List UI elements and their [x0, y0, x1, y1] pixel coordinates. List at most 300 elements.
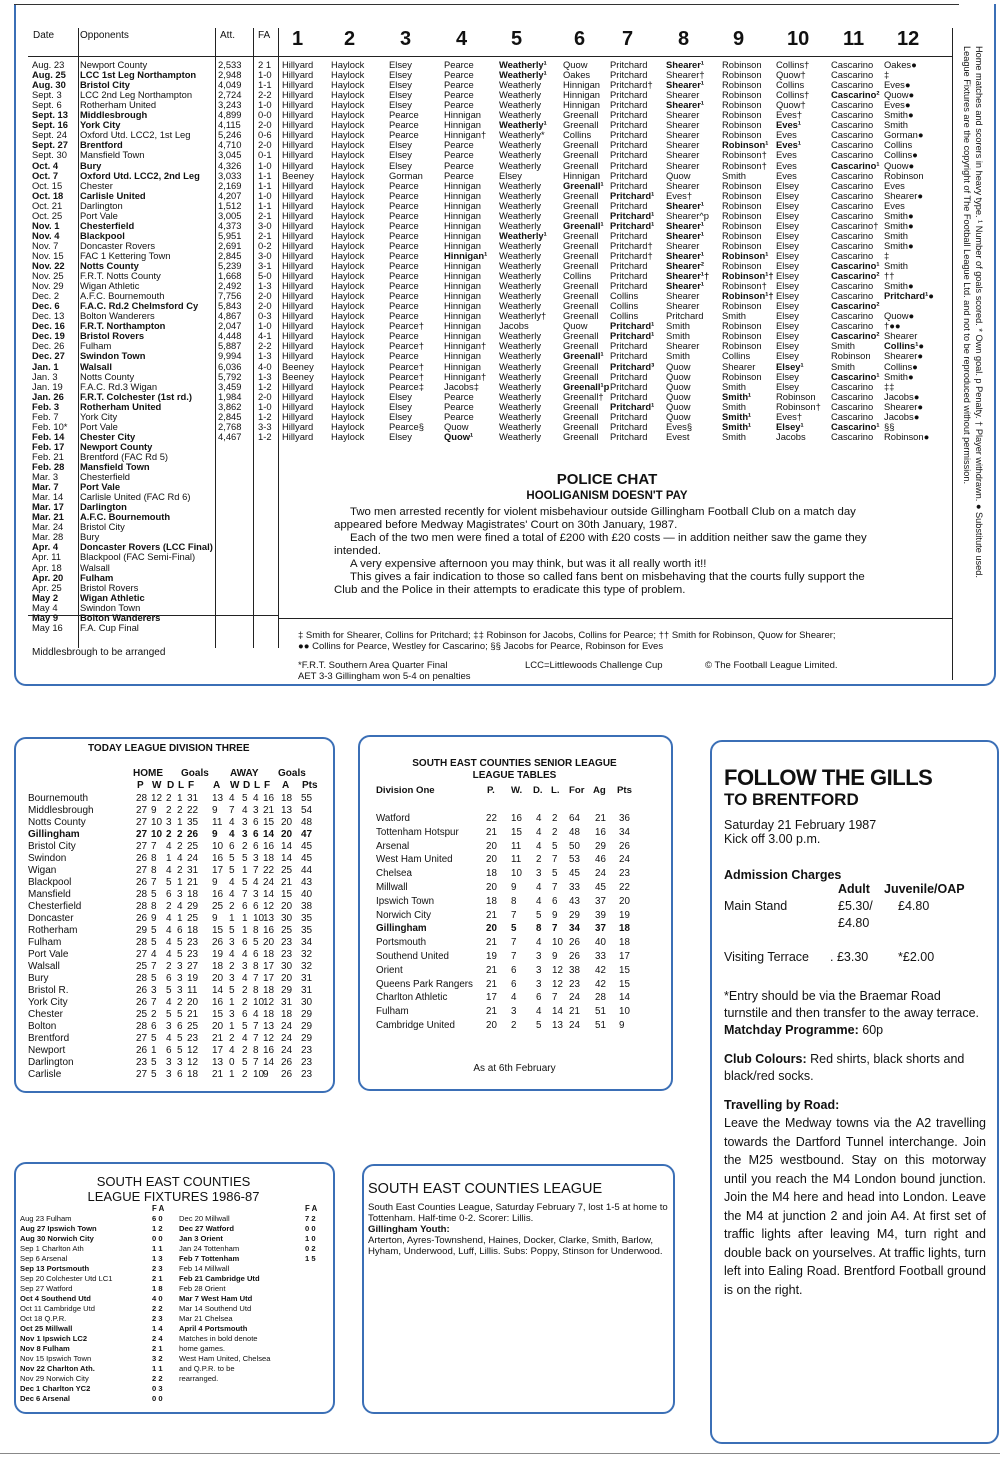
- fixture-right-score: 0 2: [305, 1244, 316, 1253]
- team-name: Bristol City: [28, 841, 76, 852]
- player-name: Robinson: [722, 69, 762, 81]
- fixture-left-score: 3 2: [152, 1354, 163, 1363]
- team-name: Rotherham: [28, 925, 78, 936]
- team-stat: 34: [619, 826, 630, 838]
- team-stat: 12: [187, 1057, 199, 1068]
- player-name: Robinson: [722, 79, 762, 91]
- player-name: Haylock: [331, 119, 365, 131]
- fixture-opponent: Chesterfield: [80, 219, 135, 231]
- fixture-date: Dec. 27: [32, 350, 65, 362]
- team-stat: 25: [136, 961, 148, 972]
- team-stat: 3: [177, 889, 183, 900]
- player-name: Greenall†: [563, 390, 604, 402]
- player-name: Weatherly*: [499, 129, 545, 141]
- team-stat: 3: [242, 817, 248, 828]
- team-stat: 33: [595, 951, 606, 962]
- team-stat: 53: [569, 854, 580, 866]
- player-name: Weatherly: [499, 249, 542, 261]
- team-stat: 12: [552, 978, 563, 990]
- fixture-opponent: Wigan Athletic: [80, 591, 145, 603]
- team-stat: 15: [619, 978, 630, 990]
- fa-header-left: F A: [152, 1204, 165, 1213]
- fixture-attendance: 5,951: [218, 229, 242, 241]
- team-stat: 3: [253, 889, 259, 900]
- player-name: Hillyard: [282, 199, 314, 211]
- senior-header: W.: [511, 785, 523, 796]
- team-stat: 26: [281, 1069, 293, 1080]
- player-name: Hillyard: [282, 350, 314, 362]
- player-name: Haylock: [331, 139, 365, 151]
- player-name: Smith¹: [722, 390, 752, 402]
- header-col-9: 9: [733, 28, 745, 50]
- player-name: Cascarino²: [831, 330, 880, 342]
- senior-league-subtitle: LEAGUE TABLES: [472, 770, 557, 781]
- fixture-attendance: 6,036: [218, 360, 242, 372]
- team-stat: 6: [253, 841, 259, 852]
- player-name: Weatherly: [499, 280, 542, 292]
- team-stat: 7: [151, 841, 157, 852]
- player-name: Pritchard¹: [610, 189, 655, 201]
- fixture-opponent: Newport County: [80, 440, 153, 452]
- team-stat: 7: [552, 882, 558, 893]
- fixture-attendance: 3,033: [218, 169, 242, 181]
- team-name: Mansfield: [28, 889, 71, 900]
- fixture-left-score: 2 3: [152, 1264, 163, 1273]
- player-name: Pearce: [444, 400, 474, 412]
- team-stat: 4: [253, 793, 259, 804]
- fixture-attendance: 3,005: [218, 209, 242, 221]
- fixture-left-score: 2 1: [152, 1274, 163, 1283]
- player-name: Cascarino¹: [831, 420, 880, 432]
- senior-header: Ag: [593, 785, 606, 796]
- player-name: Shearer: [666, 239, 700, 251]
- div3-row: [0, 985, 330, 997]
- team-stat: 7: [253, 1033, 259, 1044]
- player-name: Hillyard: [282, 430, 314, 442]
- player-name: Elsey: [389, 400, 412, 412]
- player-name: Robinson†: [722, 280, 767, 292]
- player-name: Hinnigan: [444, 119, 482, 131]
- fixture-opponent: Doncaster Rovers: [80, 239, 156, 251]
- player-name: Haylock: [331, 310, 365, 322]
- fixture-left: Sep 13 Portsmouth: [20, 1264, 90, 1273]
- div3-col-header: P: [137, 780, 144, 791]
- team-stat: 21: [486, 826, 497, 838]
- sec-fixtures-subtitle: LEAGUE FIXTURES 1986-87: [87, 1189, 260, 1204]
- fixture-left-score: 1 2: [152, 1224, 163, 1233]
- team-stat: 3: [229, 937, 235, 948]
- team-stat: 44: [301, 865, 313, 876]
- team-stat: 6: [166, 1045, 172, 1056]
- team-stat: 15: [281, 889, 293, 900]
- player-name: Shearer†: [666, 69, 705, 81]
- player-name: Elsey: [776, 179, 799, 191]
- fixture-date: Feb. 3: [32, 400, 60, 412]
- player-name: Quow: [563, 320, 588, 332]
- fixture-attendance: 3,243: [218, 99, 242, 111]
- fixture-opponent: Darlington: [80, 501, 127, 513]
- team-stat: 27: [136, 949, 148, 960]
- team-stat: 28: [136, 1021, 148, 1032]
- team-stat: 5: [253, 937, 259, 948]
- fixture-attendance: 1,512: [218, 199, 242, 211]
- team-stat: 21: [212, 1033, 224, 1044]
- player-name: Quow●: [884, 159, 915, 171]
- team-stat: 5: [177, 1045, 183, 1056]
- fixture-date: Oct. 25: [32, 209, 63, 221]
- team-stat: 29: [301, 1009, 313, 1020]
- player-name: Smith: [831, 340, 855, 352]
- team-name: Orient: [376, 964, 403, 976]
- player-name: Cascarino: [831, 109, 874, 121]
- team-stat: 5: [536, 1020, 542, 1031]
- player-name: Cascarino: [831, 99, 874, 111]
- player-name: Hinnigan: [444, 199, 482, 211]
- fixture-date: Dec. 13: [32, 310, 65, 322]
- team-stat: 23: [301, 1045, 313, 1056]
- player-name: Smith: [884, 260, 908, 271]
- player-name: Haylock: [331, 380, 365, 392]
- fixture-date: Mar. 28: [32, 531, 64, 543]
- team-stat: 31: [187, 793, 199, 804]
- fixture-score: 1-0: [258, 159, 272, 171]
- player-name: Haylock: [331, 320, 365, 332]
- player-name: Robinson: [722, 300, 762, 312]
- team-stat: 7: [511, 937, 517, 949]
- player-name: Cascarino: [831, 280, 874, 292]
- player-name: Hinnigan: [444, 229, 482, 241]
- team-stat: 5: [151, 889, 157, 900]
- team-stat: 22: [486, 813, 497, 824]
- team-stat: 5: [552, 868, 558, 880]
- team-stat: 21: [263, 805, 275, 816]
- team-stat: 26: [212, 937, 224, 948]
- player-name: Quow†: [776, 99, 806, 111]
- player-name: Weatherly: [499, 159, 542, 171]
- team-stat: 11: [212, 817, 223, 828]
- team-stat: 27: [136, 1069, 148, 1080]
- team-stat: 4: [536, 882, 542, 893]
- fixture-right-score: 1 0: [305, 1234, 316, 1243]
- player-name: Hillyard: [282, 119, 314, 131]
- team-name: Darlington: [28, 1057, 74, 1068]
- team-stat: 10: [253, 1069, 265, 1080]
- team-stat: 18: [263, 985, 275, 996]
- player-name: Weatherly: [499, 209, 542, 221]
- team-stat: 18: [281, 793, 293, 804]
- player-name: Hinnigan: [444, 219, 482, 231]
- team-stat: 24: [187, 853, 199, 864]
- team-stat: 51: [595, 1020, 606, 1031]
- team-stat: 18: [212, 961, 224, 972]
- player-name: Hillyard: [282, 330, 314, 342]
- player-name: Hinnigan: [563, 79, 601, 91]
- team-name: Fulham: [28, 937, 62, 948]
- player-name: Weatherly¹: [499, 59, 547, 70]
- team-name: Swindon: [28, 853, 67, 864]
- player-name: Greenall¹: [563, 219, 604, 231]
- player-name: Pearce: [389, 209, 419, 221]
- player-name: Pritchard³: [610, 360, 655, 372]
- team-stat: 3: [177, 985, 183, 996]
- team-stat: 26: [569, 937, 580, 949]
- player-name: Hillyard: [282, 239, 314, 251]
- team-stat: 21: [187, 877, 199, 888]
- player-name: Collins: [563, 129, 592, 141]
- fixture-date: Mar. 3: [32, 471, 59, 483]
- fixture-date: Dec. 16: [32, 320, 65, 332]
- player-name: Collins†: [776, 89, 810, 101]
- team-stat: 4: [536, 1006, 542, 1018]
- player-name: Robinson: [722, 199, 762, 211]
- player-name: Shearer: [666, 149, 700, 161]
- team-stat: 7: [229, 805, 235, 816]
- team-stat: 25: [136, 1009, 148, 1020]
- team-stat: 4: [166, 997, 172, 1008]
- fixture-opponent: A.F.C. Bournemouth: [80, 290, 165, 302]
- player-name: Weatherly: [499, 350, 542, 362]
- player-name: Shearer²: [666, 260, 705, 271]
- player-name: Shearer¹: [666, 79, 705, 91]
- team-name: Queens Park Rangers: [376, 978, 473, 990]
- team-stat: 13: [212, 1057, 224, 1068]
- team-stat: 20: [486, 854, 497, 866]
- team-stat: 20: [619, 895, 630, 907]
- sec-fixtures-title: SOUTH EAST COUNTIES: [96, 1174, 251, 1189]
- player-name: Haylock: [331, 300, 365, 312]
- player-name: Robinson: [722, 99, 762, 111]
- team-stat: 6: [253, 817, 259, 828]
- fixture-score: 1-0: [258, 69, 272, 81]
- div3-row: [0, 793, 330, 805]
- player-name: Pearce‡: [389, 380, 424, 392]
- div3-col-header: F: [264, 780, 271, 791]
- division-three-title: TODAY LEAGUE DIVISION THREE: [88, 743, 250, 754]
- fixture-score: 1-0: [258, 320, 272, 332]
- player-name: Collins●: [884, 149, 918, 161]
- copyright-note: © The Football League Limited.: [705, 660, 838, 671]
- fixture-opponent: Carlisle United (FAC Rd 6): [80, 491, 191, 503]
- player-name: Elsey: [776, 260, 799, 271]
- fixture-opponent: FAC 1 Kettering Town: [80, 249, 171, 261]
- fixture-right-score: 7 2: [305, 1214, 316, 1223]
- player-name: Haylock: [331, 159, 365, 171]
- team-stat: 7: [151, 877, 157, 888]
- team-stat: 14: [212, 985, 224, 996]
- player-name: Haylock: [331, 270, 365, 282]
- team-stat: 26: [136, 877, 148, 888]
- player-name: Weatherly: [499, 260, 542, 271]
- team-stat: 14: [552, 1006, 563, 1018]
- player-name: Hillyard: [282, 260, 314, 271]
- player-name: Cascarino: [831, 239, 874, 251]
- team-stat: 5: [151, 1033, 157, 1044]
- player-name: Weatherly: [499, 360, 542, 372]
- player-name: Elsey: [776, 280, 799, 292]
- fixture-date: Jan. 1: [32, 360, 59, 372]
- player-name: Greenall: [563, 430, 599, 442]
- player-name: Eves: [884, 199, 905, 211]
- team-stat: 18: [187, 889, 199, 900]
- follow-gills-content: [724, 766, 986, 1299]
- team-stat: 2: [151, 1009, 157, 1020]
- fixture-score: 1-0: [258, 400, 272, 412]
- div3-row: [0, 949, 330, 961]
- player-name: Smith: [722, 400, 746, 412]
- team-stat: 4: [253, 1009, 259, 1020]
- team-stat: 50: [569, 840, 580, 852]
- player-name: Pritchard: [610, 260, 648, 271]
- fixture-score: 1-2: [258, 380, 272, 392]
- team-stat: 39: [595, 909, 606, 921]
- fixture-opponent: York City: [80, 119, 121, 131]
- player-name: Pritchard: [666, 310, 704, 322]
- player-name: Weatherly: [499, 219, 542, 231]
- fixture-attendance: 5,792: [218, 370, 242, 382]
- team-stat: 2: [229, 901, 235, 912]
- player-name: Cascarino: [831, 430, 874, 442]
- player-name: Hillyard: [282, 340, 314, 352]
- player-name: Haylock: [331, 290, 365, 302]
- fixture-date: Apr. 4: [32, 541, 59, 553]
- div3-row: [0, 901, 330, 913]
- team-stat: 17: [212, 1045, 224, 1056]
- team-stat: 27: [136, 805, 148, 816]
- team-stat: 31: [301, 973, 313, 984]
- sec-report-content: [368, 1181, 668, 1257]
- lcc-note: LCC=Littlewoods Challenge Cup: [525, 660, 663, 671]
- team-stat: 12: [263, 1033, 275, 1044]
- team-stat: 11: [187, 985, 198, 996]
- team-stat: 27: [136, 817, 148, 828]
- player-name: Hillyard: [282, 270, 314, 282]
- player-name: Elsey: [776, 290, 799, 302]
- fixture-attendance: 3,862: [218, 400, 242, 412]
- player-name: Robinson: [722, 129, 762, 141]
- team-stat: 14: [619, 992, 630, 1004]
- team-stat: 17: [212, 865, 224, 876]
- player-name: Elsey: [389, 69, 412, 81]
- fixture-row: [0, 70, 950, 80]
- fixture-date: Oct. 21: [32, 199, 63, 211]
- fixture-date: Nov. 25: [32, 270, 64, 282]
- main-stand-adult-2: £4.80: [838, 916, 870, 930]
- fixture-left-score: 0 0: [152, 1394, 163, 1403]
- team-name: Gillingham: [376, 923, 427, 935]
- team-stat: 25: [281, 865, 293, 876]
- player-name: Greenall: [563, 310, 599, 322]
- player-name: Hinnigan: [563, 169, 601, 181]
- player-name: Pritchard¹: [610, 320, 655, 332]
- player-name: Cascarino: [831, 249, 874, 261]
- player-name: Cascarino: [831, 139, 874, 151]
- team-stat: 21: [486, 964, 497, 976]
- team-stat: 5: [242, 1057, 248, 1068]
- team-stat: 24: [281, 1045, 293, 1056]
- fixture-row: [0, 462, 950, 472]
- div3-col-header: A: [213, 780, 221, 791]
- team-stat: 7: [253, 973, 259, 984]
- team-stat: 8: [253, 1045, 259, 1056]
- team-stat: 6: [253, 949, 259, 960]
- header-col-8: 8: [678, 28, 690, 50]
- player-name: Pearce: [389, 239, 419, 251]
- player-name: Jacobs: [776, 430, 806, 442]
- team-name: Brentford: [28, 1033, 70, 1044]
- team-stat: 13: [212, 793, 224, 804]
- team-stat: 20: [486, 882, 497, 893]
- team-stat: 5: [242, 793, 248, 804]
- player-name: Elsey: [389, 430, 412, 442]
- team-stat: 10: [151, 829, 163, 840]
- player-name: Weatherly: [499, 189, 542, 201]
- player-name: Greenall: [563, 370, 599, 382]
- fixture-date: May 4: [32, 601, 58, 613]
- header-rule: [28, 56, 952, 57]
- juvenile-header: Juvenile/OAP: [884, 882, 965, 896]
- team-stat: 43: [569, 895, 580, 907]
- fixture-score: 2 1: [258, 59, 272, 70]
- fixture-left-score: 2 3: [152, 1314, 163, 1323]
- team-stat: 43: [301, 877, 313, 888]
- player-name: Collins: [776, 79, 805, 91]
- div3-group-header: AWAY: [230, 768, 259, 779]
- team-stat: 26: [619, 840, 630, 852]
- div3-group-header: HOME: [133, 768, 163, 779]
- team-stat: 2: [166, 901, 172, 912]
- team-stat: 3: [177, 961, 183, 972]
- player-name: Smith¹: [722, 410, 752, 422]
- player-name: Pritchard†: [610, 79, 653, 91]
- team-stat: 36: [619, 813, 630, 824]
- police-p4: This gives a fair indication to those so called fans bent on misbehaving that the courts fully support the Club and the Police in their attempts to eradicate this type of problem.: [334, 571, 865, 596]
- player-name: Smith: [722, 380, 746, 392]
- team-stat: 4: [177, 853, 183, 864]
- player-name: Jacobs●: [884, 410, 920, 422]
- copyright-side-text: League Fixtures are the copyright of The Football League Ltd. and not to be reproduced without permission.: [962, 46, 972, 485]
- player-name: Robinson: [776, 390, 816, 402]
- player-name: Hinnigan†: [444, 370, 487, 382]
- subs-note-2: ●● Collins for Pearce, Westley for Cascarino; §§ Jacobs for Pearce, Robinson for Eves: [298, 641, 664, 652]
- fixture-attendance: 4,049: [218, 79, 242, 91]
- team-stat: 14: [281, 853, 293, 864]
- player-name: Elsey: [776, 380, 799, 392]
- team-stat: 4: [229, 877, 235, 888]
- team-name: Norwich City: [376, 909, 431, 921]
- player-name: Elsey: [776, 219, 799, 231]
- team-stat: 3: [177, 1057, 183, 1068]
- player-name: Smith: [666, 320, 690, 332]
- div3-row: [0, 997, 330, 1009]
- player-name: Weatherly: [499, 340, 542, 352]
- team-stat: 21: [486, 909, 497, 921]
- team-stat: 4: [166, 937, 172, 948]
- follow-gills-subtitle: TO BRENTFORD: [724, 790, 859, 809]
- player-name: Haylock: [331, 340, 365, 352]
- team-stat: 26: [569, 951, 580, 962]
- fixture-attendance: 5,246: [218, 129, 242, 141]
- fixture-score: 2-0: [258, 139, 272, 151]
- player-name: Shearer¹: [666, 59, 705, 70]
- player-name: Elsey: [389, 139, 412, 151]
- player-name: Haylock: [331, 360, 365, 372]
- player-name: Collins: [610, 310, 639, 322]
- travel-directions: Leave the Medway towns via the A2 travelling towards the Dartford Tunnel interchange. Join the M25 westbound. Stay on this motorway until you reach the M4 London bound junction. Join the M4 here and head into London. Leave the M4 at junction 2 and join A4. At first set of traffic lights after leaving M4, turn right and double back on yourselves. At traffic lights, turn left into Ealing Road. Brentford Football ground is on the right.: [724, 1116, 986, 1297]
- team-stat: 14: [281, 841, 293, 852]
- player-name: Hillyard: [282, 149, 314, 161]
- team-stat: 5: [177, 1009, 183, 1020]
- player-name: Quow: [666, 169, 691, 181]
